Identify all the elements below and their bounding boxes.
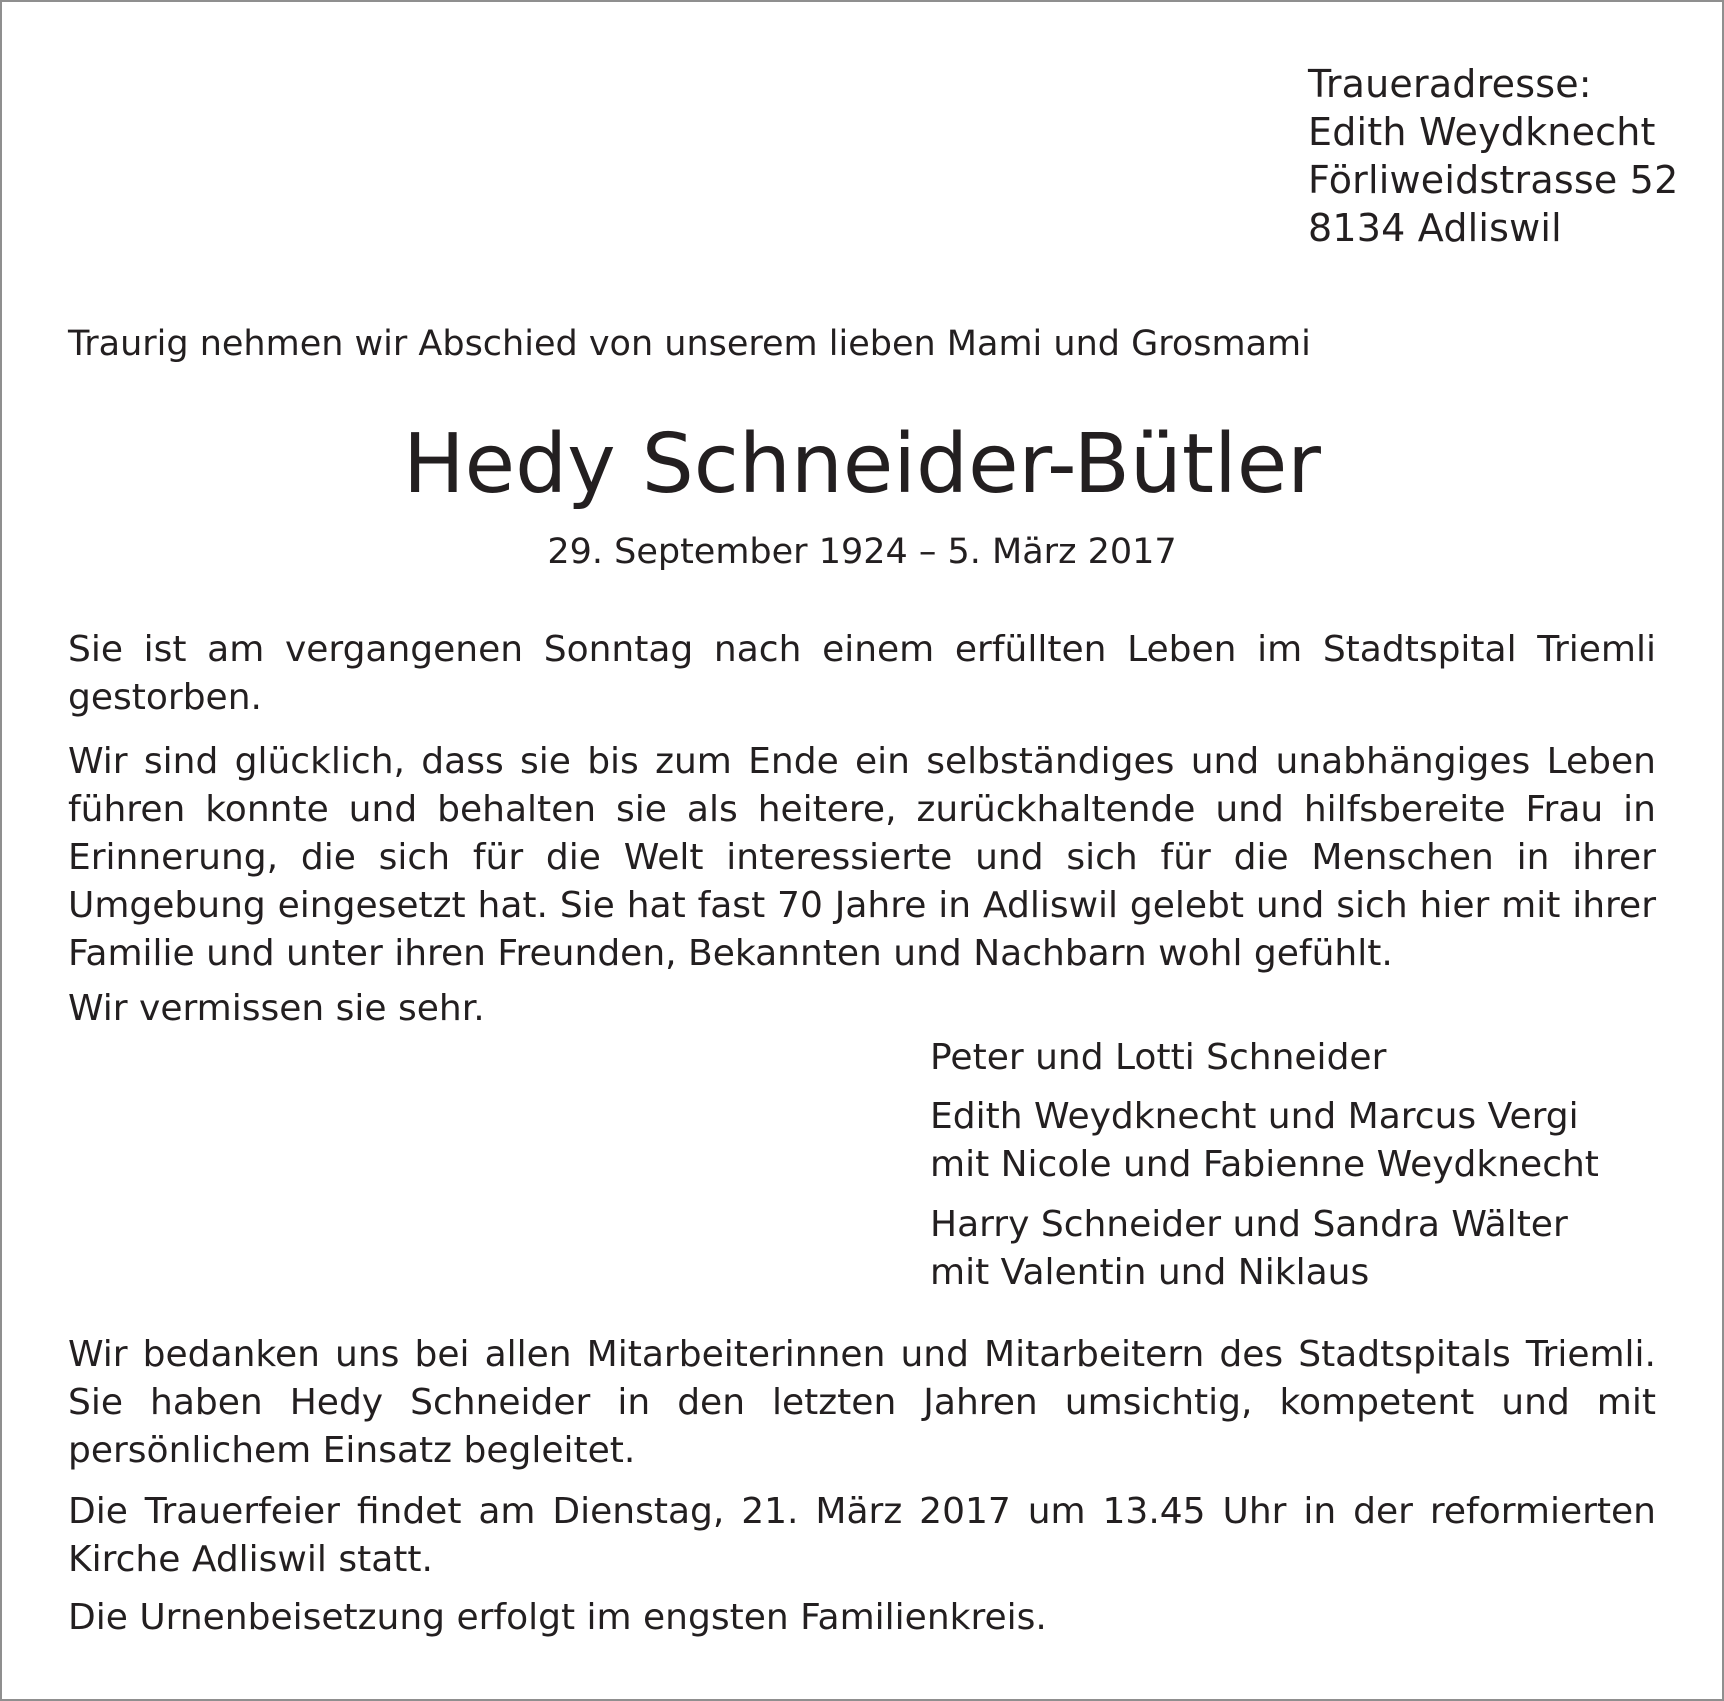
family-member-line: mit Nicole und Fabienne Weydknecht [930,1144,1599,1185]
paragraph-remembrance: Wir sind glücklich, dass sie bis zum Ende ein selbständiges und unabhängiges Leben führen konnte und behalten sie als heitere, zurückhaltende und hilfsbereite Frau in Erinnerung, die sich für die Welt interessierte und sich für die Menschen in ihrer Umgebung eingesetzt hat. Sie hat fast 70 Jahre in Adliswil gelebt und sich hier mit ihrer Familie und unter ihren Freunden, Bekannten und Nachbarn wohl gefühlt. [68,741,1656,974]
deceased-name: Hedy Schneider-Bütler [402,417,1321,512]
family-member-line: Peter und Lotti Schneider [930,1037,1387,1078]
address-name: Edith Weydknecht [1308,110,1656,154]
life-dates: 29. September 1924 – 5. März 2017 [547,532,1177,572]
family-member-line: Harry Schneider und Sandra Wälter [930,1204,1568,1245]
paragraph-missing: Wir vermissen sie sehr. [68,988,485,1029]
address-city: 8134 Adliswil [1308,206,1562,250]
intro-line: Traurig nehmen wir Abschied von unserem lieben Mami und Grosmami [68,324,1311,364]
paragraph-thanks: Wir bedanken uns bei allen Mitarbeiterinnen und Mitarbeitern des Stadtspitals Triemli. Sie haben Hedy Schneider in den letzten Jahren umsichtig, kompetent und mit persönlichem Einsatz begleitet. [68,1334,1656,1471]
family-member-line: Edith Weydknecht und Marcus Vergi [930,1096,1579,1137]
family-group-1 [930,1034,1386,1082]
family-member-line: mit Valentin und Niklaus [930,1252,1370,1293]
family-group-3 [930,1201,1568,1297]
address-heading: Traueradresse: [1308,62,1592,106]
family-group-2 [930,1093,1599,1189]
paragraph-burial: Die Urnenbeisetzung erfolgt im engsten Familienkreis. [68,1597,1047,1638]
paragraph-ceremony: Die Trauerfeier findet am Dienstag, 21. März 2017 um 13.45 Uhr in der reformierten Kirche Adliswil statt. [68,1491,1656,1580]
mourning-address [1308,60,1678,252]
address-street: Förliweidstrasse 52 [1308,158,1679,202]
paragraph-death-notice: Sie ist am vergangenen Sonntag nach einem erfüllten Leben im Stadtspital Triemli gestorben. [68,629,1656,718]
